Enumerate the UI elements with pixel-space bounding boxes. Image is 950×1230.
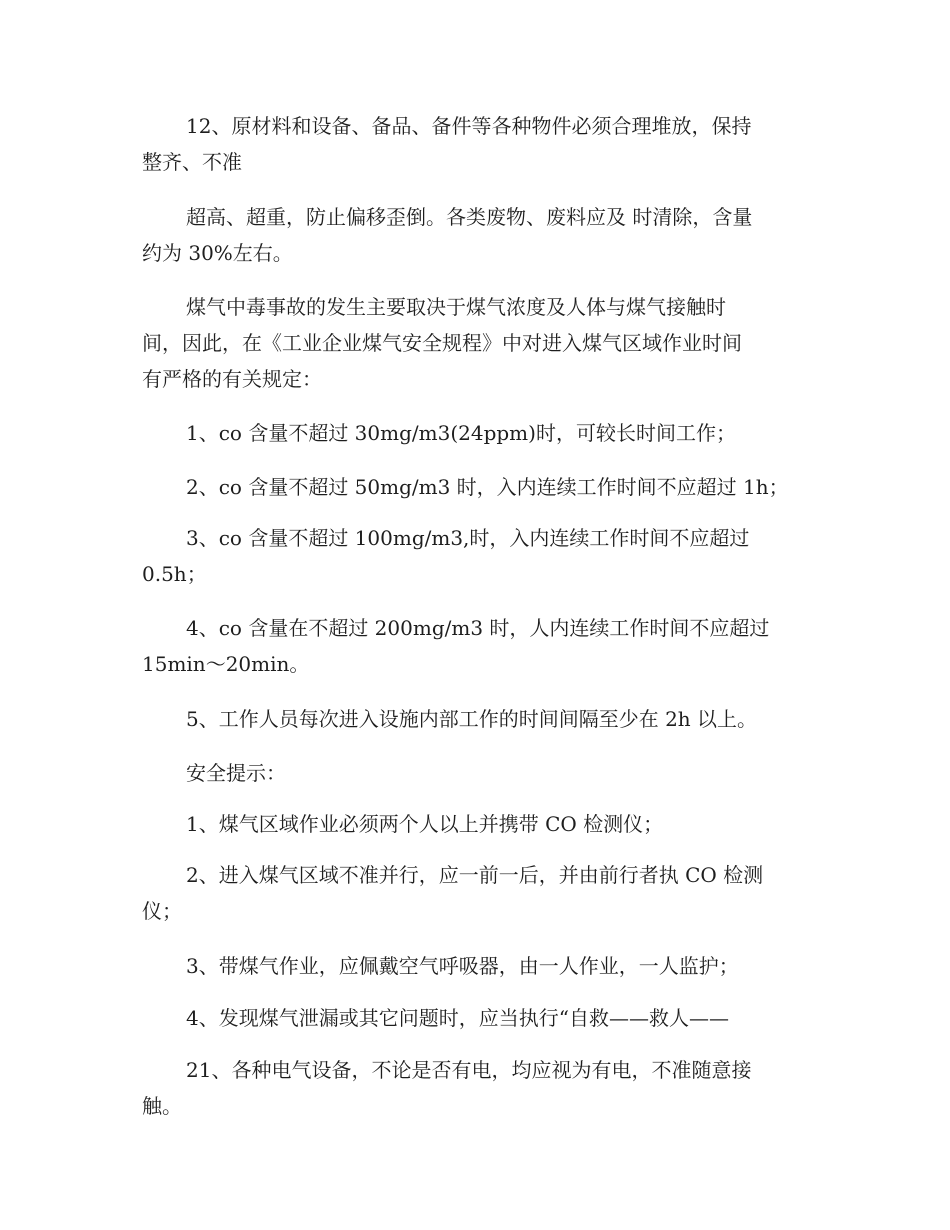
paragraph-line: 3、co 含量不超过 100mg/m3,时，入内连续工作时间不应超过 — [186, 526, 750, 550]
paragraph-rule-12 — [142, 108, 810, 180]
paragraph-line: 4、发现煤气泄漏或其它问题时，应当执行“自救——救人—— — [186, 1006, 729, 1030]
co-limit-item-5 — [142, 701, 810, 737]
co-limit-item-3 — [142, 520, 810, 592]
paragraph-line: 整齐、不准 — [142, 150, 242, 174]
paragraph-line: 超高、超重，防止偏移歪倒。各类废物、废料应及 时清除，含量 — [186, 205, 753, 229]
paragraph-line: 安全提示： — [186, 761, 286, 785]
paragraph-line: 约为 30%左右。 — [142, 241, 293, 265]
paragraph-line: 3、带煤气作业，应佩戴空气呼吸器，由一人作业，一人监护； — [186, 954, 739, 978]
paragraph-line: 仪； — [142, 899, 182, 923]
paragraph-line: 2、co 含量不超过 50mg/m3 时，入内连续工作时间不应超过 1h； — [186, 475, 789, 499]
paragraph-line: 间，因此，在《工业企业煤气安全规程》中对进入煤气区域作业时间 — [142, 331, 742, 355]
safety-tip-4 — [142, 1000, 810, 1036]
paragraph-line: 1、co 含量不超过 30mg/m3(24ppm)时，可较长时间工作； — [186, 421, 736, 445]
safety-tip-1 — [142, 806, 810, 842]
safety-tips-heading — [142, 755, 810, 791]
paragraph-line: 1、煤气区域作业必须两个人以上并携带 CO 检测仪； — [186, 812, 664, 836]
paragraph-line: 21、各种电气设备，不论是否有电，均应视为有电，不准随意接 — [186, 1058, 752, 1082]
paragraph-line: 5、工作人员每次进入设施内部工作的时间间隔至少在 2h 以上。 — [186, 707, 758, 731]
paragraph-line: 15min～20min。 — [142, 652, 310, 676]
paragraph-line: 12、原材料和设备、备品、备件等各种物件必须合理堆放，保持 — [186, 114, 752, 138]
paragraph-rule-12-continued — [142, 199, 810, 271]
co-limit-item-1 — [142, 415, 810, 451]
paragraph-line: 2、进入煤气区域不准并行，应一前一后，并由前行者执 CO 检测 — [186, 863, 764, 887]
paragraph-rule-21 — [142, 1052, 810, 1124]
safety-tip-3 — [142, 948, 810, 984]
co-limit-item-4 — [142, 610, 810, 682]
paragraph-line: 触。 — [142, 1094, 182, 1118]
safety-tip-2 — [142, 857, 810, 929]
paragraph-line: 0.5h； — [142, 562, 207, 586]
co-limit-item-2 — [142, 469, 810, 505]
paragraph-line: 煤气中毒事故的发生主要取决于煤气浓度及人体与煤气接触时 — [186, 295, 726, 319]
paragraph-gas-poisoning-intro — [142, 289, 810, 397]
paragraph-line: 4、co 含量在不超过 200mg/m3 时，人内连续工作时间不应超过 — [186, 616, 770, 640]
paragraph-line: 有严格的有关规定： — [142, 367, 322, 391]
